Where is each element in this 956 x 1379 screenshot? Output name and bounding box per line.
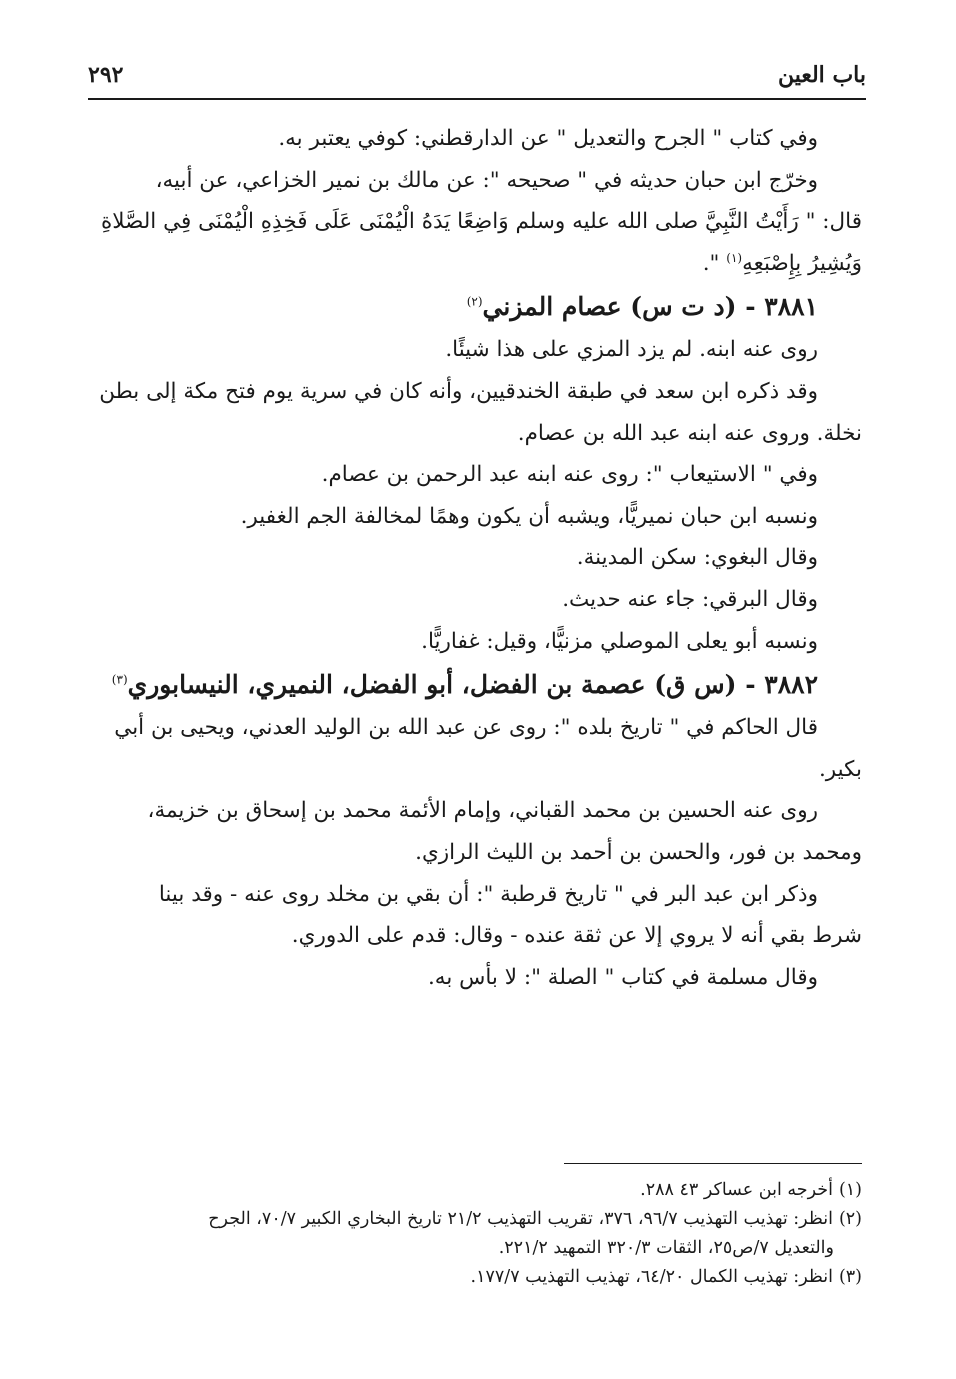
footnote: [88, 1263, 862, 1292]
paragraph: وفي كتاب " الجرح والتعديل " عن الدارقطني: كوفي يعتبر به.: [278, 126, 818, 151]
footnote-text: انظر: تهذيب الكمال ٦٤/٢٠، تهذيب التهذيب ١٧٧/٧.: [470, 1267, 833, 1287]
entry-heading-text: ٣٨٨١ - (د ت س) عصام المزني: [482, 292, 818, 322]
footnote-ref[interactable]: (٢): [466, 295, 483, 310]
footnote-number: (١): [838, 1180, 862, 1200]
footnote-continuation: والتعديل ٧/ص٢٥، الثقات ٣٢٠/٣ التمهيد ٢٢١/٢.: [498, 1238, 834, 1258]
paragraph: وفي " الاستيعاب ": روى عنه ابنه عبد الرحمن بن عصام.: [321, 462, 818, 488]
paragraph: وقال البغوي: سكن المدينة.: [576, 545, 818, 571]
hadith-line: قال: " رَأَيْتُ النَّبِيَّ صلى الله عليه وسلم وَاضِعًا يَدَهُ الْيُمْنَى عَلَى فَخِذِهِ الْيُمْنَى فِي الصَّلاةِ: [100, 209, 862, 235]
footnote: [88, 1205, 862, 1234]
hadith-text: وَيُشِيرُ بِإِصْبَعِهِ: [742, 250, 862, 276]
entry-heading: [88, 284, 862, 329]
paragraph: روى عنه ابنه. لم يزد المزي على هذا شيئًا.: [445, 337, 818, 363]
paragraph-continuation: بكير.: [818, 756, 862, 782]
footnote: [88, 1176, 862, 1205]
paragraph-continuation: ومحمد بن فور، والحسن بن أحمد بن الليث الرازي.: [415, 839, 862, 865]
footnote-text: أخرجه ابن عساكر ٤٣ ٢٨٨.: [640, 1180, 833, 1200]
paragraph: وقال مسلمة في كتاب " الصلة ": لا بأس به.: [427, 964, 818, 990]
paragraph: وذكر ابن عبد البر في " تاريخ قرطبة ": أن بقي بن مخلد روى عنه - وقد بينا: [158, 881, 818, 907]
chapter-title: باب العين: [777, 62, 866, 88]
footnote-divider: [564, 1163, 862, 1164]
hadith-line-end: [88, 243, 862, 285]
paragraph: وقال البرقي: جاء عنه حديث.: [562, 586, 818, 612]
footnote-number: (٣): [838, 1267, 862, 1287]
page-number: ٢٩٢: [88, 62, 124, 88]
paragraph: ونسبه أبو يعلى الموصلي مزنيًّا، وقيل: غفاريًّا.: [421, 628, 818, 654]
entry-heading: [88, 662, 862, 707]
paragraph-continuation: نخلة. وروى عنه ابنه عبد الله بن عصام.: [517, 420, 862, 446]
quote-close: ".: [702, 250, 727, 276]
main-text: [88, 118, 862, 998]
footnote-text: انظر: تهذيب التهذيب ٩٦/٧، ٣٧٦، تقريب التهذيب ٢١/٢ تاريخ البخاري الكبير ٧٠/٧، الجرح: [208, 1209, 833, 1229]
paragraph: وخرّج ابن حبان حديثه في " صحيحه ": عن مالك بن نمير الخزاعي، عن أبيه،: [155, 167, 818, 193]
paragraph: وقد ذكره ابن سعد في طبقة الخندقيين، وأنه كان في سرية يوم فتح مكة إلى بطن: [99, 378, 818, 404]
paragraph: روى عنه الحسين بن محمد القباني، وإمام الأئمة محمد بن إسحاق بن خزيمة،: [147, 798, 818, 824]
paragraph: قال الحاكم في " تاريخ بلده ": روى عن عبد الله بن الوليد العدني، ويحيى بن أبي: [114, 715, 818, 741]
footnote-ref[interactable]: (١): [726, 250, 743, 265]
paragraph-continuation: شرط بقي أنه لا يروي إلا عن ثقة عنده - وقال: قدم على الدوري.: [291, 923, 862, 949]
running-header: [88, 60, 866, 100]
footnote-ref[interactable]: (٣): [111, 672, 128, 687]
footnote-number: (٢): [838, 1209, 862, 1229]
paragraph: ونسبه ابن حبان نميريًّا، ويشبه أن يكون وهمًا لمخالفة الجم الغفير.: [240, 503, 818, 529]
entry-heading-text: ٣٨٨٢ - (س ق) عصمة بن الفضل، أبو الفضل، النميري، النيسابوري: [127, 670, 818, 700]
footnotes: [88, 1176, 862, 1292]
